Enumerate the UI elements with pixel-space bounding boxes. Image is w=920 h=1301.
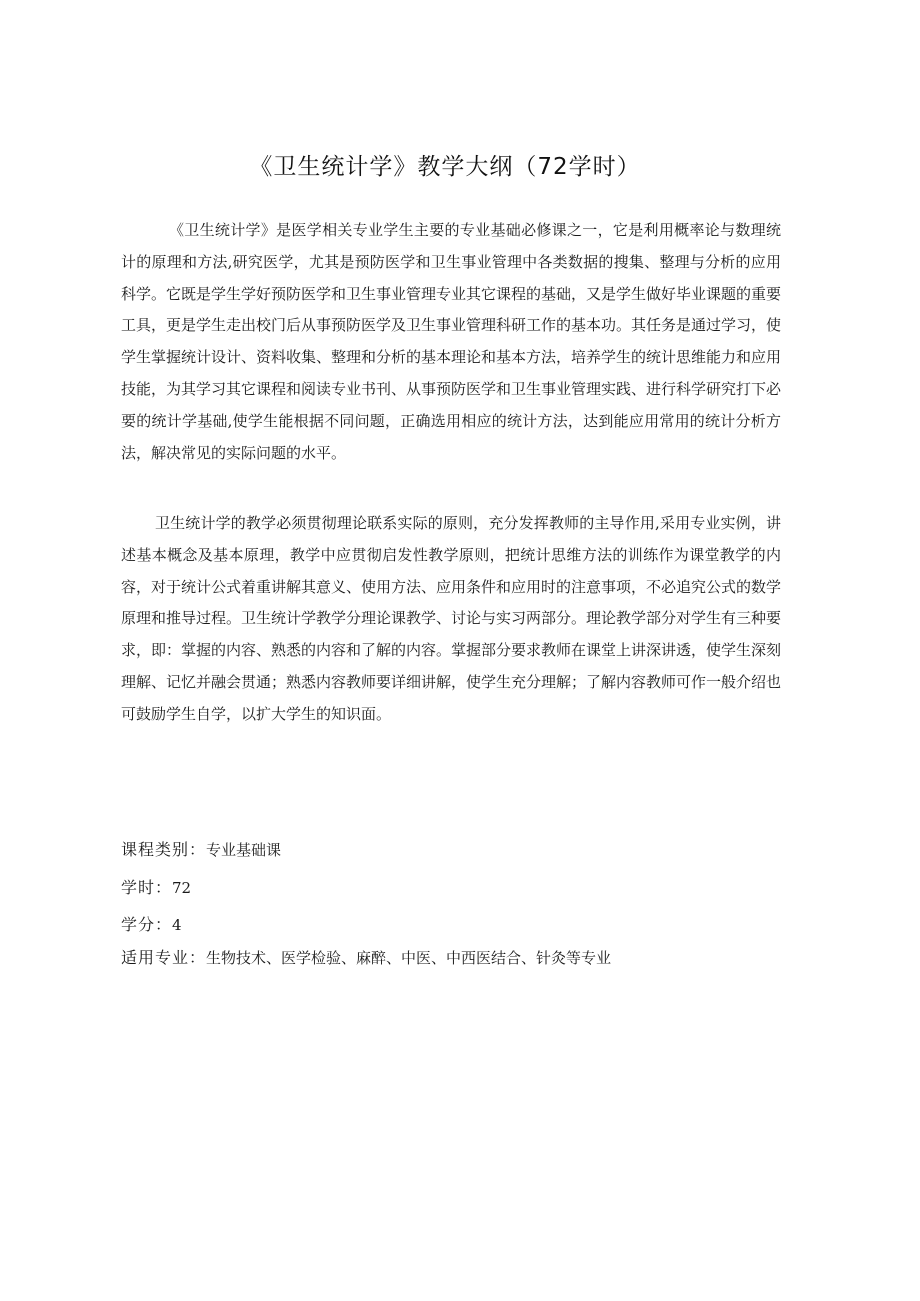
applicable-majors-line xyxy=(121,947,781,969)
course-hours-value: 72 xyxy=(172,879,192,897)
course-credits-label: 学分： xyxy=(121,915,173,934)
course-credits-line xyxy=(121,914,781,936)
course-hours-line xyxy=(121,877,781,899)
teaching-method-paragraph: 卫生统计学的教学必须贯彻理论联系实际的原则，充分发挥教师的主导作用,采用专业实例，讲述基本概念及基本原理，教学中应贯彻启发性教学原则，把统计思维方法的训练作为课堂教学的内容，对于统计公式着重讲解其意义、使用方法、应用条件和应用时的注意事项，不必追究公式的数学原理和推导过程。卫生统计学教学分理论课教学、讨论与实习两部分。理论教学部分对学生有三种要求，即：掌握的内容、熟悉的内容和了解的内容。掌握部分要求教师在课堂上讲深讲透，使学生深刻理解、记忆并融会贯通；熟悉内容教师要详细讲解，使学生充分理解；了解内容教师可作一般介绍也可鼓励学生自学，以扩大学生的知识面。 xyxy=(121,514,782,723)
applicable-majors-value: 生物技术、医学检验、麻醉、中医、中西医结合、针灸等专业 xyxy=(206,949,612,967)
applicable-majors-label: 适用专业： xyxy=(121,948,207,967)
intro-paragraph: 《卫生统计学》是医学相关专业学生主要的专业基础必修课之一，它是利用概率论与数理统计的原理和方法,研究医学，尤其是预防医学和卫生事业管理中各类数据的搜集、整理与分析的应用科学。它既是学生学好预防医学和卫生事业管理专业其它课程的基础，又是学生做好毕业课题的重要工具，更是学生走出校门后从事预防医学及卫生事业管理科研工作的基本功。其任务是通过学习，使学生掌握统计设计、资料收集、整理和分析的基本理论和基本方法，培养学生的统计思维能力和应用技能，为其学习其它课程和阅读专业书刊、从事预防医学和卫生事业管理实践、进行科学研究打下必要的统计学基础,使学生能根据不同问题，正确选用相应的统计方法，达到能应用常用的统计分析方法，解决常见的实际问题的水平。 xyxy=(121,221,782,462)
page-title: 《卫生统计学》教学大纲（72学时） xyxy=(249,154,641,180)
course-credits-value: 4 xyxy=(172,916,182,934)
course-type-line xyxy=(121,839,781,861)
course-hours-label: 学时： xyxy=(121,878,173,897)
course-type-value: 专业基础课 xyxy=(206,841,282,859)
course-type-label: 课程类别： xyxy=(121,840,207,859)
